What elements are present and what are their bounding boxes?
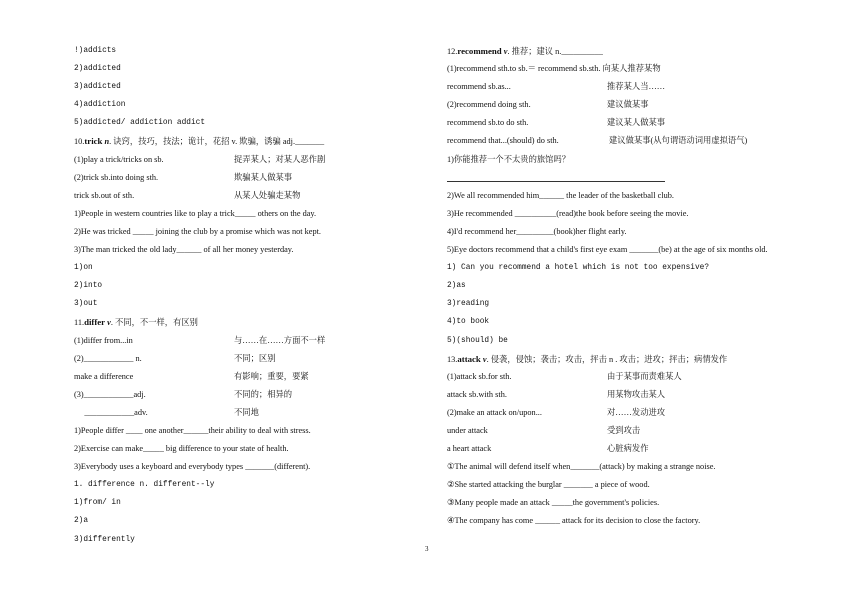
phrase-row (447, 132, 791, 150)
phrase-en: recommend that...(should) do sth. (447, 136, 559, 146)
exercise-line: ②She started attacking the burglar _______ a piece of wood. (447, 480, 650, 490)
heading-trick (74, 132, 414, 150)
phrase-cn: 从某人处骗走某物 (234, 190, 301, 200)
heading-pos: v (480, 354, 487, 364)
phrase-row (447, 386, 791, 404)
answer-line: 4)to book (447, 318, 490, 327)
answer-line: 2)addicted (74, 65, 121, 74)
phrase-en: ____________adv. (74, 407, 148, 417)
phrase-row (74, 187, 414, 205)
phrase-row (74, 169, 414, 187)
phrase-en: trick sb.out of sth. (74, 190, 135, 200)
phrase-en: a heart attack (447, 444, 492, 454)
phrase-row (74, 386, 414, 404)
blank-underline (447, 181, 665, 182)
answer-blank (447, 169, 791, 187)
heading-differ (74, 313, 414, 331)
heading-defs: . 侵袭，侵蚀；袭击；攻击，抨击 n . 攻击；进攻；抨击；病情发作 (486, 354, 728, 364)
heading-pos: v (105, 318, 111, 328)
phrase-en: (1)play a trick/tricks on sb. (74, 154, 164, 164)
phrase-en: (1)differ from...in (74, 335, 133, 345)
answer-line: !)addicts (74, 47, 117, 55)
heading-number: 11. (74, 318, 85, 328)
phrase-row (74, 368, 414, 386)
exercise-line: ③Many people made an attack _____the government's policies. (447, 498, 660, 508)
answer-line: 1)on (74, 264, 93, 273)
heading-term: attack (457, 353, 481, 364)
phrase-cn: 建议做某事 (607, 100, 649, 110)
phrase-row (447, 422, 791, 440)
exercise-line: 3)He recommended __________(read)the book before seeing the movie. (447, 208, 689, 218)
phrase-row (74, 404, 414, 422)
answer-line: 2)into (74, 282, 103, 291)
left-column (74, 42, 414, 549)
phrase-row (74, 350, 414, 368)
exercise-line: 2)He was tricked _____ joining the club by a promise which was not kept. (74, 226, 322, 236)
exercise-line: 4)I'd recommend her_________(book)her flight early. (447, 226, 627, 236)
answer-line: 3)reading (447, 300, 490, 309)
phrase-cn: 心脏病发作 (607, 444, 649, 454)
phrase-en: (2)recommend doing sth. (447, 100, 531, 110)
phrase-en: (3)____________adj. (74, 389, 146, 399)
phrase-cn: 捉弄某人；对某人恶作剧 (234, 154, 326, 164)
answer-line: 3)out (74, 300, 98, 309)
heading-term: trick (84, 136, 103, 147)
heading-pos: v (501, 47, 508, 56)
answer-line: 3)differently (74, 535, 135, 544)
heading-number: 12. (447, 47, 458, 56)
phrase-en: recommend sb.as... (447, 82, 511, 92)
phrase-row (447, 404, 791, 422)
exercise-line: 2)Exercise can make_____ big difference to your state of health. (74, 444, 289, 454)
exercise-line: ④The company has come ______ attack for its decision to close the factory. (447, 516, 701, 526)
phrase-cn: 不同地 (234, 407, 259, 417)
exercise-line: 3)Everybody uses a keyboard and everybody types _______(different). (74, 462, 311, 472)
heading-defs: . 诀窍，技巧，技法；诡计，花招 v. 欺骗，诱骗 adj._______ (109, 137, 325, 147)
phrase-row (74, 332, 414, 350)
answer-line: 2)as (447, 282, 466, 291)
phrase-cn: 受到攻击 (607, 425, 641, 435)
exercise-line: 1)People differ ____ one another______their ability to deal with stress. (74, 425, 311, 435)
phrase-cn: 欺骗某人做某事 (234, 172, 293, 182)
right-column (447, 42, 791, 531)
phrase-en: attack sb.with sth. (447, 389, 507, 399)
heading-number: 10. (74, 137, 85, 147)
heading-defs: . 推荐；建议 n.__________ (507, 47, 603, 56)
heading-number: 13. (447, 354, 458, 364)
answer-line: 2)a (74, 517, 89, 526)
phrase-row (447, 440, 791, 458)
exercise-line: 1)People in western countries like to play a trick_____ others on the day. (74, 208, 317, 218)
phrase-en: (1)attack sb.for sth. (447, 371, 512, 381)
answer-line: 1)from/ in (74, 499, 121, 508)
heading-term: differ (84, 317, 106, 328)
heading-recommend (447, 42, 791, 60)
phrase-en: (2)make an attack on/upon... (447, 407, 542, 417)
phrase-cn: 建议某人做某事 (607, 118, 666, 128)
phrase-cn: 推荐某人当…… (607, 82, 666, 92)
heading-defs: . 不同，不一样，有区别 (110, 318, 198, 328)
page-number: 3 (425, 545, 429, 553)
exercise-line: ①The animal will defend itself when_______(attack) by making a strange noise. (447, 462, 716, 472)
phrase-en: (2)____________ n. (74, 353, 142, 363)
phrase-row (447, 78, 791, 96)
phrase-row (447, 368, 791, 386)
phrase-cn: 用某物攻击某人 (607, 389, 666, 399)
exercise-line: 3)The man tricked the old lady______ of all her money yesterday. (74, 245, 294, 255)
exercise-line: 5)Eye doctors recommend that a child's first eye exam _______(be) at the age of six months old. (447, 245, 768, 255)
phrase-cn: 不同；区别 (234, 353, 276, 363)
answer-line: 3)addicted (74, 83, 121, 92)
phrase-en: (2)trick sb.into doing sth. (74, 172, 159, 182)
heading-attack (447, 350, 791, 368)
phrase-cn: 与……在……方面不一样 (234, 335, 326, 345)
phrase-en: recommend sb.to do sth. (447, 118, 529, 128)
heading-pos: n (102, 137, 110, 147)
exercise-line: 1)你能推荐一个不太贵的旅馆吗？ (447, 154, 571, 164)
phrase-row (447, 96, 791, 114)
answer-line: 1. difference n. different--ly (74, 481, 215, 490)
phrase-row (447, 114, 791, 132)
phrase-cn: 由于某事而责难某人 (607, 371, 682, 381)
phrase-row (74, 151, 414, 169)
phrase-en: under attack (447, 425, 488, 435)
answer-line: 4)addiction (74, 101, 126, 110)
answer-line: 5)addicted/ addiction addict (74, 119, 206, 128)
exercise-line: 2)We all recommended him______ the leader of the basketball club. (447, 190, 674, 200)
answer-line: 1) Can you recommend a hotel which is not too expensive? (447, 264, 710, 273)
phrase-line: (1)recommend sth.to sb.＝ recommend sb.sth. 向某人推荐某物 (447, 64, 661, 74)
heading-term: recommend (457, 46, 502, 56)
phrase-cn: 对……发动进攻 (607, 407, 666, 417)
phrase-cn: 建议做某事(从句谓语动词用虚拟语气) (609, 136, 748, 146)
answer-line: 5)(should) be (447, 336, 508, 345)
phrase-en: make a difference (74, 371, 134, 381)
phrase-cn: 不同的；相异的 (234, 389, 293, 399)
phrase-cn: 有影响；重要，要紧 (234, 371, 309, 381)
